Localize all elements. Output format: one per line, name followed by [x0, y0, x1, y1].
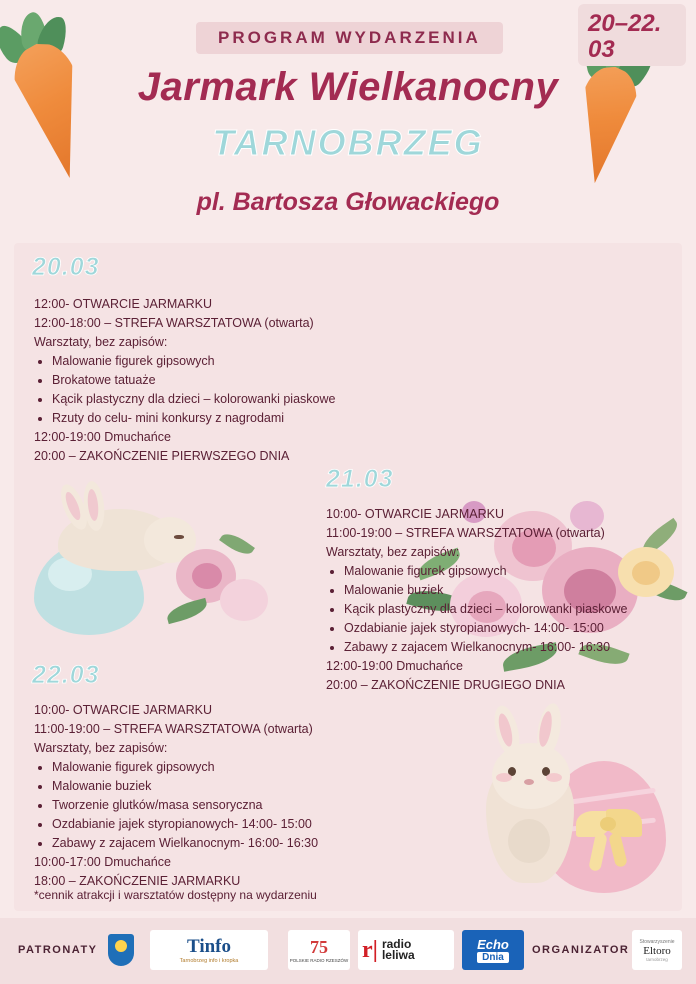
day-heading-3: 22.03: [32, 661, 100, 689]
day-block-3: [34, 701, 434, 891]
place-title: pl. Bartosza Głowackiego: [196, 188, 500, 216]
day-block-2: [326, 505, 682, 695]
radio-rzeszow-75-sub: POLSKIE RADIO RZESZÓW: [289, 958, 349, 963]
day2-bullet-5: • Zabawy z zajacem Wielkanocnym- 16:00- 16:30: [344, 638, 682, 657]
day2-line-2: 11:00-19:00 – STREFA WARSZTATOWA (otwarta): [326, 526, 605, 540]
organizer-logo: Stowarzyszenie Eltoro tarnobrzeg: [632, 930, 682, 970]
day-heading-1: 20.03: [32, 253, 100, 281]
day1-bullets: [52, 352, 384, 428]
radio-rzeszow-75-text: 75: [310, 937, 328, 957]
date-badge-line2: 03: [588, 36, 615, 63]
tinfo-logo: [150, 930, 268, 970]
day3-after-2: 18:00 – ZAKOŃCZENIE JARMARKU: [34, 874, 241, 888]
day2-after-1: 12:00-19:00 Dmuchańce: [326, 659, 463, 673]
organizer-label: ORGANIZATOR: [532, 944, 630, 956]
echo-dnia-logo: Echo Dnia: [462, 930, 524, 970]
organizer-logo-text: Eltoro: [643, 944, 671, 957]
radio-leliwa-logo: r| radio leliwa: [358, 930, 454, 970]
day1-after-1: 12:00-19:00 Dmuchańce: [34, 430, 171, 444]
day2-line-3: Warsztaty, bez zapisów:: [326, 545, 460, 559]
tinfo-logo-text: Tinfo: [186, 936, 231, 957]
day3-after-1: 10:00-17:00 Dmuchańce: [34, 855, 171, 869]
day3-bullets: [52, 758, 434, 853]
day2-bullets: [344, 562, 682, 657]
day2-after-2: 20:00 – ZAKOŃCZENIE DRUGIEGO DNIA: [326, 678, 565, 692]
day-block-1: [34, 295, 384, 466]
day3-line-3: Warsztaty, bez zapisów:: [34, 741, 168, 755]
bunny-with-pink-egg-decoration: [480, 703, 680, 893]
bunny-on-egg-decoration: [24, 483, 264, 643]
day3-bullet-3: • Tworzenie glutków/masa sensoryczna: [52, 796, 434, 815]
day1-line-2: 12:00-18:00 – STREFA WARSZTATOWA (otwarta): [34, 316, 314, 330]
day3-line-1: 10:00- OTWARCIE JARMARKU: [34, 703, 213, 717]
tinfo-logo-sub: Tarnobrzeg info i kropka: [179, 958, 239, 964]
footer-bar: [0, 918, 696, 984]
day1-bullet-1: • Malowanie figurek gipsowych: [52, 352, 384, 371]
program-tag: PROGRAM WYDARZENIA: [196, 22, 503, 54]
day2-bullet-2: • Malowanie buziek: [344, 581, 682, 600]
day1-bullet-2: • Brokatowe tatuaże: [52, 371, 384, 390]
day2-bullet-4: • Ozdabianie jajek styropianowych- 14:00- 15:00: [344, 619, 682, 638]
price-note: *cennik atrakcji i warsztatów dostępny na wydarzeniu: [34, 888, 317, 902]
day1-line-3: Warsztaty, bez zapisów:: [34, 335, 168, 349]
day3-bullet-2: • Malowanie buziek: [52, 777, 434, 796]
day2-line-1: 10:00- OTWARCIE JARMARKU: [326, 507, 505, 521]
date-badge-line1: 20–22.: [588, 10, 662, 37]
day2-bullet-3: • Kącik plastyczny dla dzieci – kolorowanki piaskowe: [344, 600, 682, 619]
day-heading-2: 21.03: [326, 465, 394, 493]
day3-bullet-5: • Zabawy z zajacem Wielkanocnym- 16:00- 16:30: [52, 834, 434, 853]
day1-bullet-3: • Kącik plastyczny dla dzieci – kolorowanki piaskowe: [52, 390, 384, 409]
date-badge: [578, 4, 686, 66]
day3-bullet-4: • Ozdabianie jajek styropianowych- 14:00- 15:00: [52, 815, 434, 834]
patronage-label: PATRONATY: [18, 944, 98, 956]
day1-after-2: 20:00 – ZAKOŃCZENIE PIERWSZEGO DNIA: [34, 449, 290, 463]
radio-rzeszow-75-logo: [288, 930, 350, 970]
program-panel: [14, 243, 682, 911]
day3-line-2: 11:00-19:00 – STREFA WARSZTATOWA (otwarta): [34, 722, 313, 736]
page-title: Jarmark Wielkanocny: [137, 65, 559, 109]
herb-tarnobrzeg-logo: [104, 930, 138, 970]
day2-bullet-1: • Malowanie figurek gipsowych: [344, 562, 682, 581]
day1-bullet-4: • Rzuty do celu- mini konkursy z nagrodami: [52, 409, 384, 428]
day3-bullet-1: • Malowanie figurek gipsowych: [52, 758, 434, 777]
subtitle-city: TARNOBRZEG: [212, 122, 484, 163]
day1-line-1: 12:00- OTWARCIE JARMARKU: [34, 297, 213, 311]
